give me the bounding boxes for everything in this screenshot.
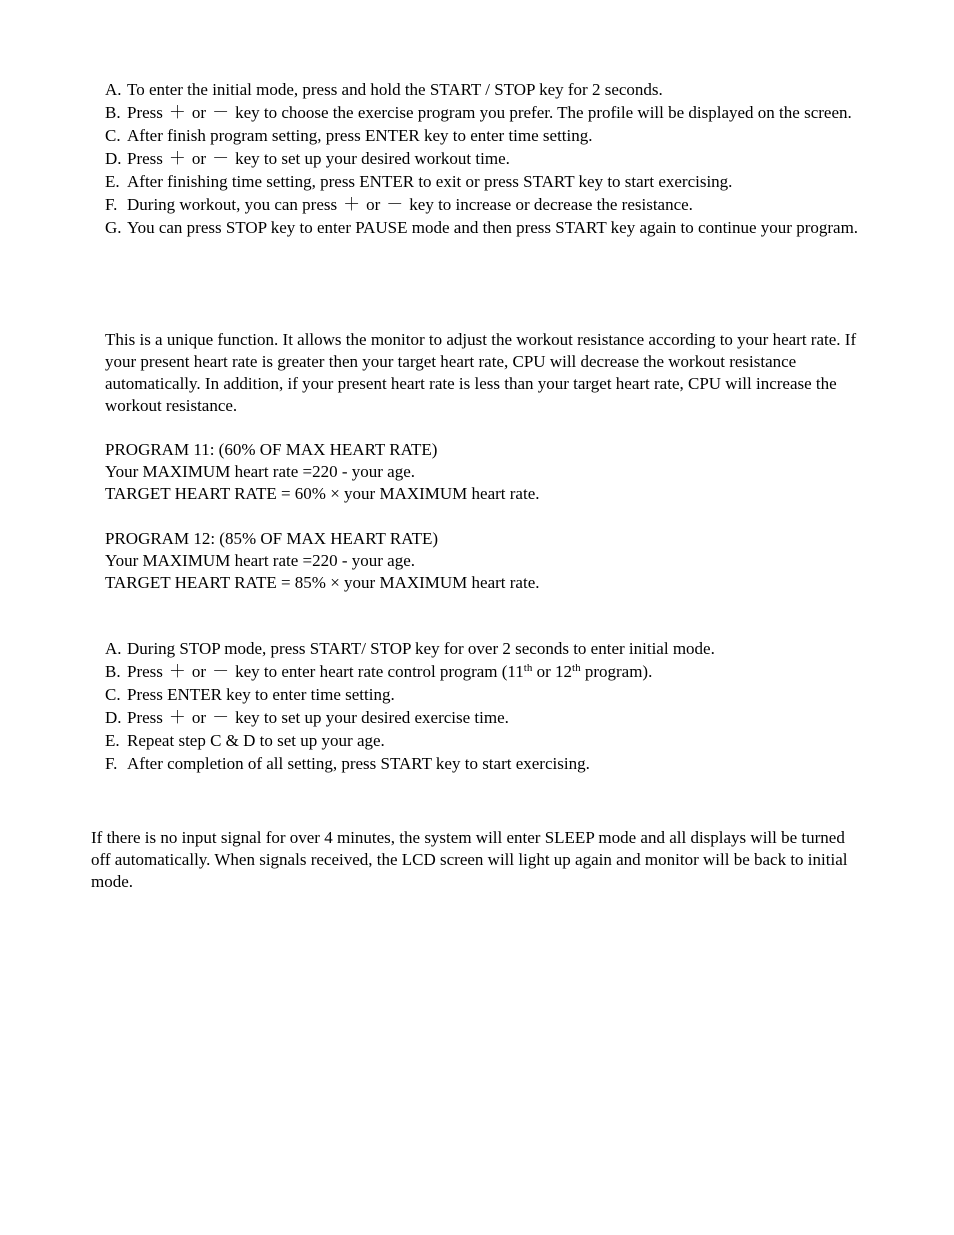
list-item — [105, 684, 865, 706]
step-text: or — [191, 103, 207, 122]
step-letter: E. — [105, 731, 120, 750]
minus-icon: － — [212, 708, 230, 727]
program-12-max-line: Your MAXIMUM heart rate =220 - your age. — [105, 551, 416, 570]
step-text: Press — [127, 149, 163, 168]
step-letter: F. — [105, 195, 118, 214]
program-11-target-line: TARGET HEART RATE = 60% × your MAXIMUM heart rate. — [105, 484, 540, 503]
step-letter: A. — [105, 639, 122, 658]
program-12-title: PROGRAM 12: (85% OF MAX HEART RATE) — [105, 529, 439, 548]
step-text: or — [191, 708, 207, 727]
list-item — [105, 194, 865, 216]
step-text: key to set up your desired workout time. — [235, 149, 510, 168]
sleep-mode-paragraph: If there is no input signal for over 4 minutes, the system will enter SLEEP mode and all displays will be turned off automatically. When signals received, the LCD screen will light up again and monitor will be back to initial mode. — [91, 828, 848, 891]
program-12-block — [105, 528, 865, 594]
program-11-title: PROGRAM 11: (60% OF MAX HEART RATE) — [105, 440, 438, 459]
step-text: After completion of all setting, press START key to start exercising. — [127, 754, 590, 773]
step-text: key to set up your desired exercise time. — [235, 708, 509, 727]
step-text: After finish program setting, press ENTER key to enter time setting. — [127, 126, 593, 145]
plus-icon: ＋ — [168, 708, 186, 727]
program-11-block — [105, 439, 865, 505]
step-text: Repeat step C & D to set up your age. — [127, 731, 385, 750]
list-item — [105, 79, 865, 101]
step-letter: C. — [105, 126, 121, 145]
list-item — [105, 638, 865, 660]
step-text: or — [191, 662, 207, 681]
step-letter: B. — [105, 103, 121, 122]
step-letter: F. — [105, 754, 118, 773]
step-text: You can press STOP key to enter PAUSE mode and then press START key again to continue your program. — [127, 218, 859, 237]
superscript: th — [572, 662, 581, 674]
step-text: During workout, you can press — [127, 195, 338, 214]
plus-icon: ＋ — [168, 103, 186, 122]
step-text: To enter the initial mode, press and hold the START / STOP key for 2 seconds. — [127, 80, 663, 99]
program-11-max-line: Your MAXIMUM heart rate =220 - your age. — [105, 462, 416, 481]
step-text: key to increase or decrease the resistance. — [409, 195, 693, 214]
plus-icon: ＋ — [168, 662, 186, 681]
plus-icon: ＋ — [168, 149, 186, 168]
step-text: program). — [580, 662, 653, 681]
list-item — [105, 148, 865, 170]
list-item — [105, 753, 865, 775]
list-item — [105, 217, 865, 239]
step-text: or 12 — [532, 662, 573, 681]
list-item — [105, 661, 865, 683]
step-text: key to choose the exercise program you prefer. The profile will be displayed on the screen. — [235, 103, 852, 122]
list-item — [105, 171, 865, 193]
program-12-target-line: TARGET HEART RATE = 85% × your MAXIMUM heart rate. — [105, 573, 540, 592]
step-text: Press — [127, 103, 163, 122]
step-letter: A. — [105, 80, 122, 99]
list-item — [105, 730, 865, 752]
list-item — [105, 125, 865, 147]
step-letter: B. — [105, 662, 121, 681]
minus-icon: － — [212, 662, 230, 681]
minus-icon: － — [212, 149, 230, 168]
step-text: During STOP mode, press START/ STOP key for over 2 seconds to enter initial mode. — [127, 639, 715, 658]
step-text: Press ENTER key to enter time setting. — [127, 685, 395, 704]
superscript: th — [523, 662, 533, 674]
program-steps-list — [105, 79, 865, 240]
step-letter: C. — [105, 685, 121, 704]
plus-icon: ＋ — [343, 195, 361, 214]
step-text: After finishing time setting, press ENTER to exit or press START key to start exercising. — [127, 172, 733, 191]
step-text: Press — [127, 662, 163, 681]
step-letter: D. — [105, 149, 122, 168]
hrc-steps-list — [105, 638, 865, 776]
list-item — [105, 102, 865, 124]
hrc-intro-paragraph: This is a unique function. It allows the monitor to adjust the workout resistance according to your heart rate. If your present heart rate is greater then your target heart rate, CPU will decrease the workout resistance automatically. In addition, if your present heart rate is less than your target heart rate, CPU will increase the workout resistance. — [105, 330, 857, 415]
step-text: Press — [127, 708, 163, 727]
step-text: or — [366, 195, 381, 214]
step-text: or — [191, 149, 207, 168]
step-text: key to enter heart rate control program (11 — [235, 662, 524, 681]
list-item — [105, 707, 865, 729]
step-letter: D. — [105, 708, 122, 727]
step-letter: G. — [105, 218, 122, 237]
step-letter: E. — [105, 172, 120, 191]
minus-icon: － — [386, 195, 404, 214]
minus-icon: － — [212, 103, 230, 122]
